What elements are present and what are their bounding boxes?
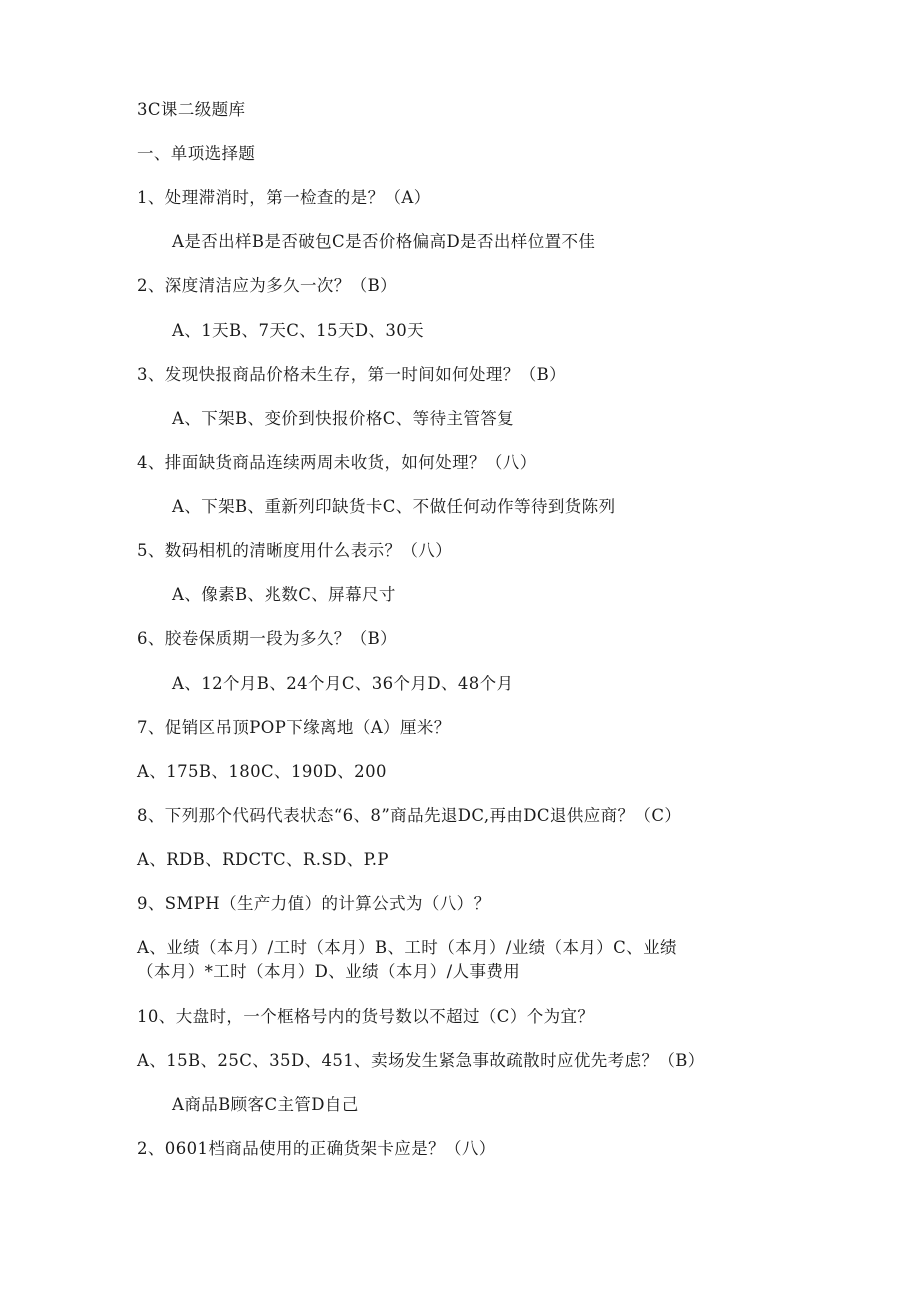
question-6: 6、胶卷保质期一段为多久？（B） [137, 629, 398, 648]
question-8-options: A、RDB、RDCTC、R.SD、P.P [137, 850, 389, 869]
question-3-options: A、下架B、变价到快报价格C、等待主管答复 [172, 409, 515, 428]
question-5: 5、数码相机的清晰度用什么表示？（八） [137, 541, 453, 560]
question-2: 2、深度清洁应为多久一次？（B） [137, 276, 398, 295]
question-3: 3、发现快报商品价格未生存，第一时间如何处理？（B） [137, 365, 567, 384]
question-5-options: A、像素B、兆数C、屏幕尺寸 [172, 585, 396, 604]
question-10-options: A、15B、25C、35D、451、卖场发生紧急事故疏散时应优先考虑？（B） [137, 1051, 705, 1070]
question-1-options: A是否出样B是否破包C是否价格偏高D是否出样位置不佳 [172, 232, 596, 251]
question-4: 4、排面缺货商品连续两周未收货，如何处理？（八） [137, 453, 537, 472]
question-4-options: A、下架B、重新列印缺货卡C、不做任何动作等待到货陈列 [172, 497, 616, 516]
question-1: 1、处理滞消时，第一检查的是？（A） [137, 188, 431, 207]
section-heading: 一、单项选择题 [137, 144, 256, 163]
question-9-options-line-1: A、业绩（本月）/工时（本月）B、工时（本月）/业绩（本月）C、业绩 [137, 938, 677, 957]
question-9-options-line-2: （本月）*工时（本月）D、业绩（本月）/人事费用 [137, 962, 521, 981]
question-10: 10、大盘时，一个框格号内的货号数以不超过（C）个为宜？ [137, 1007, 595, 1026]
question-7: 7、促销区吊顶POP下缘离地（A）厘米？ [137, 718, 451, 737]
question-7-options: A、175B、180C、190D、200 [137, 762, 387, 781]
question-6-options: A、12个月B、24个月C、36个月D、48个月 [172, 674, 514, 693]
question-12: 2、0601档商品使用的正确货架卡应是？（八） [137, 1139, 496, 1158]
question-11-options: A商品B顾客C主管D自己 [172, 1095, 359, 1114]
question-9: 9、SMPH（生产力值）的计算公式为（八）？ [137, 894, 491, 913]
question-2-options: A、1天B、7天C、15天D、30天 [172, 321, 425, 340]
document-title: 3C课二级题库 [137, 100, 246, 119]
question-8: 8、下列那个代码代表状态“6、8”商品先退DC,再由DC退供应商？（C） [137, 806, 682, 825]
